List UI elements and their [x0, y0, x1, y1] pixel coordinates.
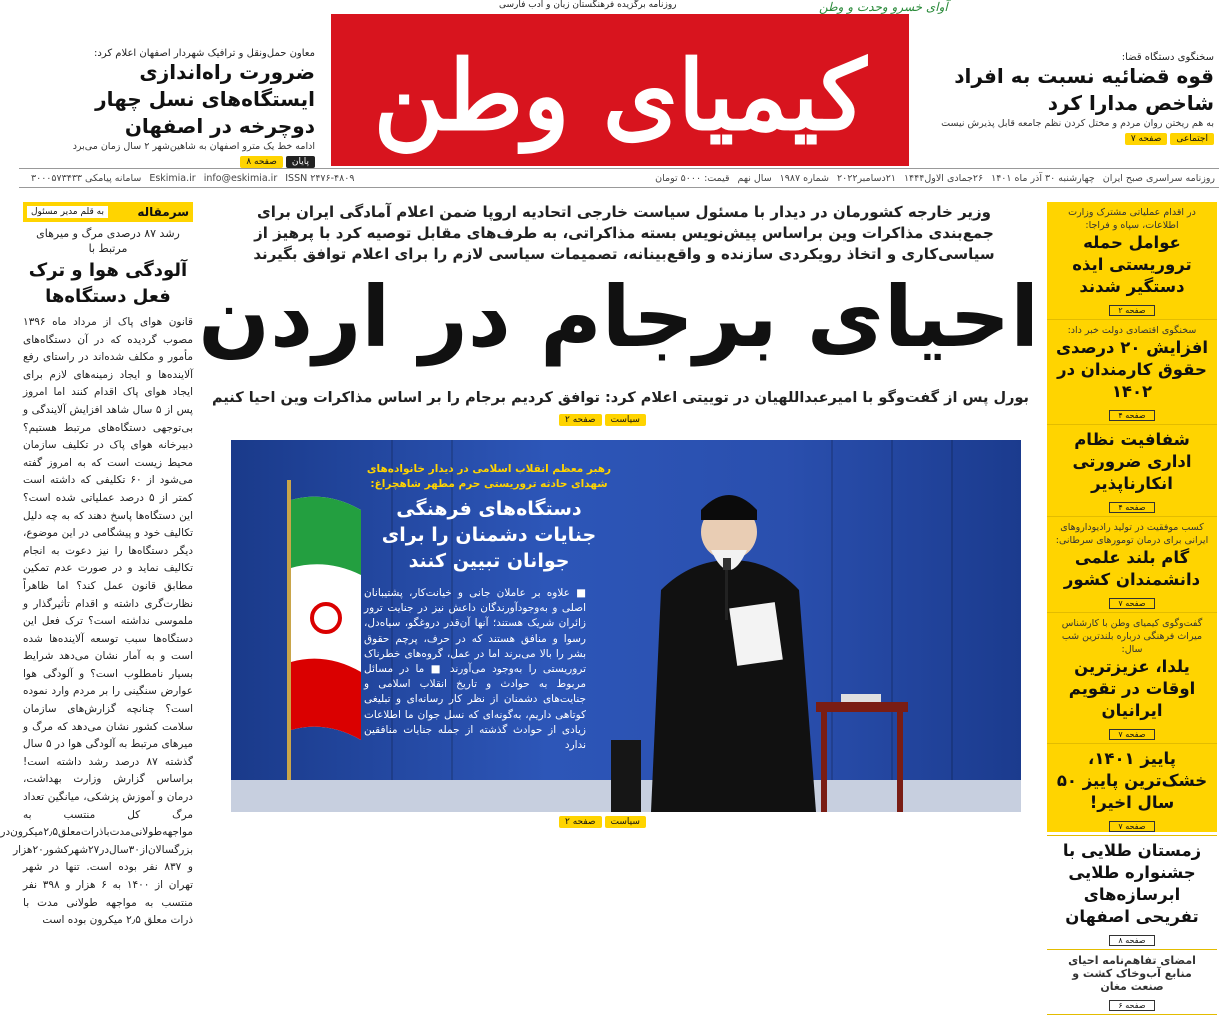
paper-type: روزنامه سراسری صبح ایران: [1102, 172, 1215, 184]
lead-summary: وزیر خارجه کشورمان در دیدار با مسئول سیاست خارجی اتحادیه اروپا ضمن اعلام آمادگی ایران برای جمع‌بندی مذاکرات وین براساس پیش‌نویس بسته مذاکراتی، به طرف‌های مقابل توصیه کرد با پرهیز از سیاسی‌کاری و اتخاذ رویکردی سازنده و واقع‌بینانه، تصمیمات سیاسی لازم را برای اعلام توافق بگیرند: [253, 203, 995, 263]
page-tag[interactable]: صفحه ۴: [1109, 502, 1154, 513]
news-title: افزایش ۲۰ درصدی حقوق کارمندان در ۱۴۰۲: [1055, 338, 1209, 401]
photo-kicker: رهبر معظم انقلاب اسلامی در دیدار خانواده‌های شهدای حادثه تروریستی حرم مطهر شاهچراغ:: [366, 463, 612, 490]
paper-sheet: [729, 602, 783, 666]
section-tag: اجتماعی: [1170, 133, 1214, 145]
microphone: [723, 558, 731, 570]
news-item[interactable]: [1047, 744, 1217, 836]
editorial-kicker: رشد ۸۷ درصدی مرگ و میرهای مرتبط با: [36, 227, 180, 255]
date-gregorian: ۲۱دسامبر۲۰۲۲: [837, 172, 896, 184]
masthead-tagline: روزنامه برگزیده فرهنگستان زبان و ادب فارسی: [499, 0, 677, 10]
news-kicker: سخنگوی اقتصادی دولت خبر داد:: [1067, 325, 1197, 336]
news-title: عوامل حمله تروریستی ایذه دستگیر شدند: [1072, 233, 1192, 296]
issue-info-left: [23, 173, 354, 184]
news-title: امضای تفاهم‌نامه احیای منابع آب‌وخاک کشت و صنعت مغان: [1068, 954, 1196, 993]
photo-tags: [559, 816, 646, 828]
page-tag[interactable]: صفحه ۶: [1109, 1000, 1154, 1011]
page-tag[interactable]: صفحه ۷: [1109, 821, 1154, 832]
teaser-kicker: سخنگوی دستگاه قضا:: [1121, 52, 1214, 63]
flag-red-stripe: [291, 659, 361, 740]
masthead-name: کیمیای وطن: [373, 39, 867, 152]
issue-number: شماره ۱۹۸۷: [779, 172, 830, 184]
editorial-column: [0, 202, 194, 927]
page-tag[interactable]: صفحه ۷: [1125, 133, 1168, 145]
news-item[interactable]: [1047, 950, 1217, 1015]
editorial-header: [23, 202, 193, 222]
right-news-column: [1047, 202, 1217, 1010]
news-item[interactable]: [1047, 202, 1217, 320]
teaser-tags: [25, 156, 315, 168]
flag-green-stripe: [291, 497, 361, 575]
date-persian: چهارشنبه ۳۰ آذر ماه ۱۴۰۱: [991, 172, 1095, 184]
photo-illustration: [231, 440, 1021, 812]
photo-body: ■ علاوه بر عاملان جانی و خیانت‌کار، پشتیبانان اصلی و به‌وجودآورندگان داعش نیز در جنایت ترور زائران شریک هستند؛ آنها آن‌قدر دروغگو، سیاه‌دل، رسوا و منافق هستند که در حرف، پرچم حقوق بشر را بالا می‌برند اما در عمل، گروه‌های خطرناک تروریستی را به‌وجود می‌آورند ■ ما در مسائل مربوط به حوادث و تاریخ انقلاب اسلامی و جنایت‌های دشمنان از نظر کار رسانه‌ای و تبلیغی کوتاهی داریم، به‌گونه‌ای که نسل جوان ما اطلاعات زیادی از حوادث گذشته از جمله جنایات منافقین ندارد: [364, 587, 586, 752]
issue-info-bar: [19, 168, 1219, 188]
news-kicker: گفت‌وگوی کیمیای وطن با کارشناس میراث فرهنگی درباره بلندترین شب سال:: [1061, 618, 1203, 655]
teaser-summary: ادامه خط یک مترو اصفهان به شاهین‌شهر ۲ سال زمان می‌برد: [72, 141, 315, 152]
website-link[interactable]: Eskimia.ir: [149, 172, 196, 184]
email-link[interactable]: info@eskimia.ir: [203, 172, 278, 184]
news-title: شفافیت نظام اداری ضرورتی انکارناپذیر: [1072, 430, 1192, 493]
news-item[interactable]: [1047, 836, 1217, 950]
teaser-summary: به هم ریختن روان مردم و مختل کردن نظم جامعه قابل پذیرش نیست: [941, 118, 1214, 129]
speaker-turban: [701, 495, 757, 520]
teaser-title: ضرورت راه‌اندازی ایستگاه‌های نسل چهار دوچرخه در اصفهان: [95, 60, 315, 138]
page-tag[interactable]: صفحه ۸: [1109, 935, 1154, 946]
news-title: یلدا، عزیزترین اوقات در تقویم ایرانیان: [1068, 657, 1196, 720]
price: قیمت: ۵۰۰۰ تومان: [655, 172, 730, 184]
volume-year: سال نهم: [737, 172, 772, 184]
side-table: [816, 702, 908, 712]
date-hijri: ۲۶جمادی الاول۱۴۴۴: [903, 172, 984, 184]
lead-tags: [559, 414, 646, 426]
lead-headline[interactable]: احیای برجام در اردن: [198, 268, 1039, 366]
news-item[interactable]: [1047, 320, 1217, 425]
chair: [611, 740, 641, 812]
photo-title[interactable]: دستگاه‌های فرهنگی جنایات دشمنان را برای جوانان تبیین کنند: [381, 498, 597, 572]
top-left-teaser[interactable]: [25, 48, 315, 168]
editorial-author: به قلم مدیر مسئول: [27, 206, 108, 218]
page-tag[interactable]: صفحه ۷: [1109, 729, 1154, 740]
section-tag: پایان: [286, 156, 315, 168]
page-tag[interactable]: صفحه ۷: [1109, 598, 1154, 609]
section-tag: سیاست: [605, 816, 646, 828]
page-tag[interactable]: صفحه ۲: [559, 414, 602, 426]
editorial-label: سرمقاله: [137, 205, 189, 219]
lead-subhead: بورل پس از گفت‌وگو با امیرعبداللهیان در توییتی اعلام کرد: توافق کردیم برجام را بر اساس مذاکرات وین احیا کنیم: [212, 390, 1029, 406]
news-title: زمستان طلایی با جشنواره طلایی ابرسازه‌های تفریحی اصفهان: [1062, 841, 1202, 926]
masthead-logo[interactable]: [331, 14, 909, 166]
news-kicker: کسب موفقیت در تولید رادیوداروهای ایرانی برای درمان تومورهای سرطانی:: [1055, 522, 1209, 546]
leader-photo: [231, 440, 1021, 812]
speaker-robe: [651, 560, 816, 812]
page-tag[interactable]: صفحه ۲: [1109, 305, 1154, 316]
page-tag[interactable]: صفحه ۲: [559, 816, 602, 828]
page-tag[interactable]: صفحه ۴: [1109, 410, 1154, 421]
teaser-kicker: معاون حمل‌ونقل و ترافیک شهردار اصفهان اعلام کرد:: [94, 48, 315, 59]
masthead-slogan: آوای خسرو وحدت و وطن: [819, 0, 948, 14]
issn: ISSN ۲۴۷۶-۴۸۰۹: [285, 172, 355, 184]
news-item[interactable]: [1047, 517, 1217, 613]
editorial-title[interactable]: آلودگی هوا و ترک فعل دستگاه‌ها: [28, 260, 188, 307]
news-kicker: در اقدام عملیاتی مشترک وزارت اطلاعات، سپاه و فراجا:: [1068, 207, 1196, 231]
issue-info-right: [647, 173, 1215, 184]
news-title: گام بلند علمی دانشمندان کشور: [1063, 548, 1201, 589]
news-item[interactable]: [1047, 613, 1217, 744]
table-items: [841, 694, 881, 702]
teaser-title: قوه قضائیه نسبت به افراد شاخص مدارا کرد: [954, 64, 1214, 115]
page-tag[interactable]: صفحه ۸: [240, 156, 283, 168]
top-right-teaser[interactable]: [924, 52, 1214, 145]
photo-story[interactable]: [219, 428, 1039, 820]
flag-pole: [287, 480, 291, 812]
news-item[interactable]: [1047, 425, 1217, 517]
news-title: پاییز ۱۴۰۱، خشک‌ترین پاییز ۵۰ سال اخیر!: [1056, 749, 1208, 812]
section-tag: سیاست: [605, 414, 646, 426]
editorial-body: قانون هوای پاک از مرداد ماه ۱۳۹۶ مصوب گردیده که در آن دستگاه‌های مأمور و مکلف شده‌اند در راستای رفع آلاینده‌ها و ایجاد زمینه‌های لازم برای ایجاد هوای پاک اقدام کنند اما امروز پس از ۵ سال شاهد افزایش آلایندگی و بی‌توجهی دستگاه‌های مرتبط هستیم؟ دبیرخانه هوای پاک در تکلیف سازمان محیط زیست است که به امروز گفته می‌شود از ۶۰ تکلیفی که داشته است کمتر از ۵ درصد عملیاتی شده است؟ این دستگاه‌ها پاسخ دهند که به چه دلیل تکالیف خود و پیشگامی در این موضوع، دیگر دستگاه‌ها را نیز دعوت به انجام تکالیف نماید و در صورت عدم تمکین مطابق قانون عمل کند؟ اما ظاهراً نظارت‌گری داشته و اقدام تأثیرگذار و ملموسی نداشته است؟ ترک فعل این دستگاه‌ها سبب توسعه آلاینده‌ها شده است و به آمار نشان می‌دهد شرایط بسیار نامطلوب است؟ و آلودگی هوا عوارض سنگینی را بر مردم وارد نموده است؟ چنانچه گزارش‌های سازمان سلامت کشور نشان می‌دهد که مرگ و میرهای مرتبط به آلودگی هوا در ۵ سال گذشته ۸۷ درصد رشد داشته است! براساس گزارش وزارت بهداشت، درمان و آموزش پزشکی، میانگین تعداد مرگ کل منتسب به مواجهه‌طولانی‌مدت‌باذرات‌معلق‌۲٫۵میکرون‌در بزرگسالان‌از۳۰سال‌در۲۷شهر‌کشور۲۰هزار و ۸۳۷ نفر بوده است. تنها در شهر تهران از ۱۴۰۰ به ۶ هزار و ۳۹۸ نفر منتسب به مواجهه طولانی مدت با ذرات معلق ۲٫۵ میکرون بوده است: [0, 316, 194, 927]
teaser-tags: [924, 133, 1214, 145]
sms-number: سامانه پیامکی ۳۰۰۰۵۷۳۴۳۳: [31, 172, 142, 184]
